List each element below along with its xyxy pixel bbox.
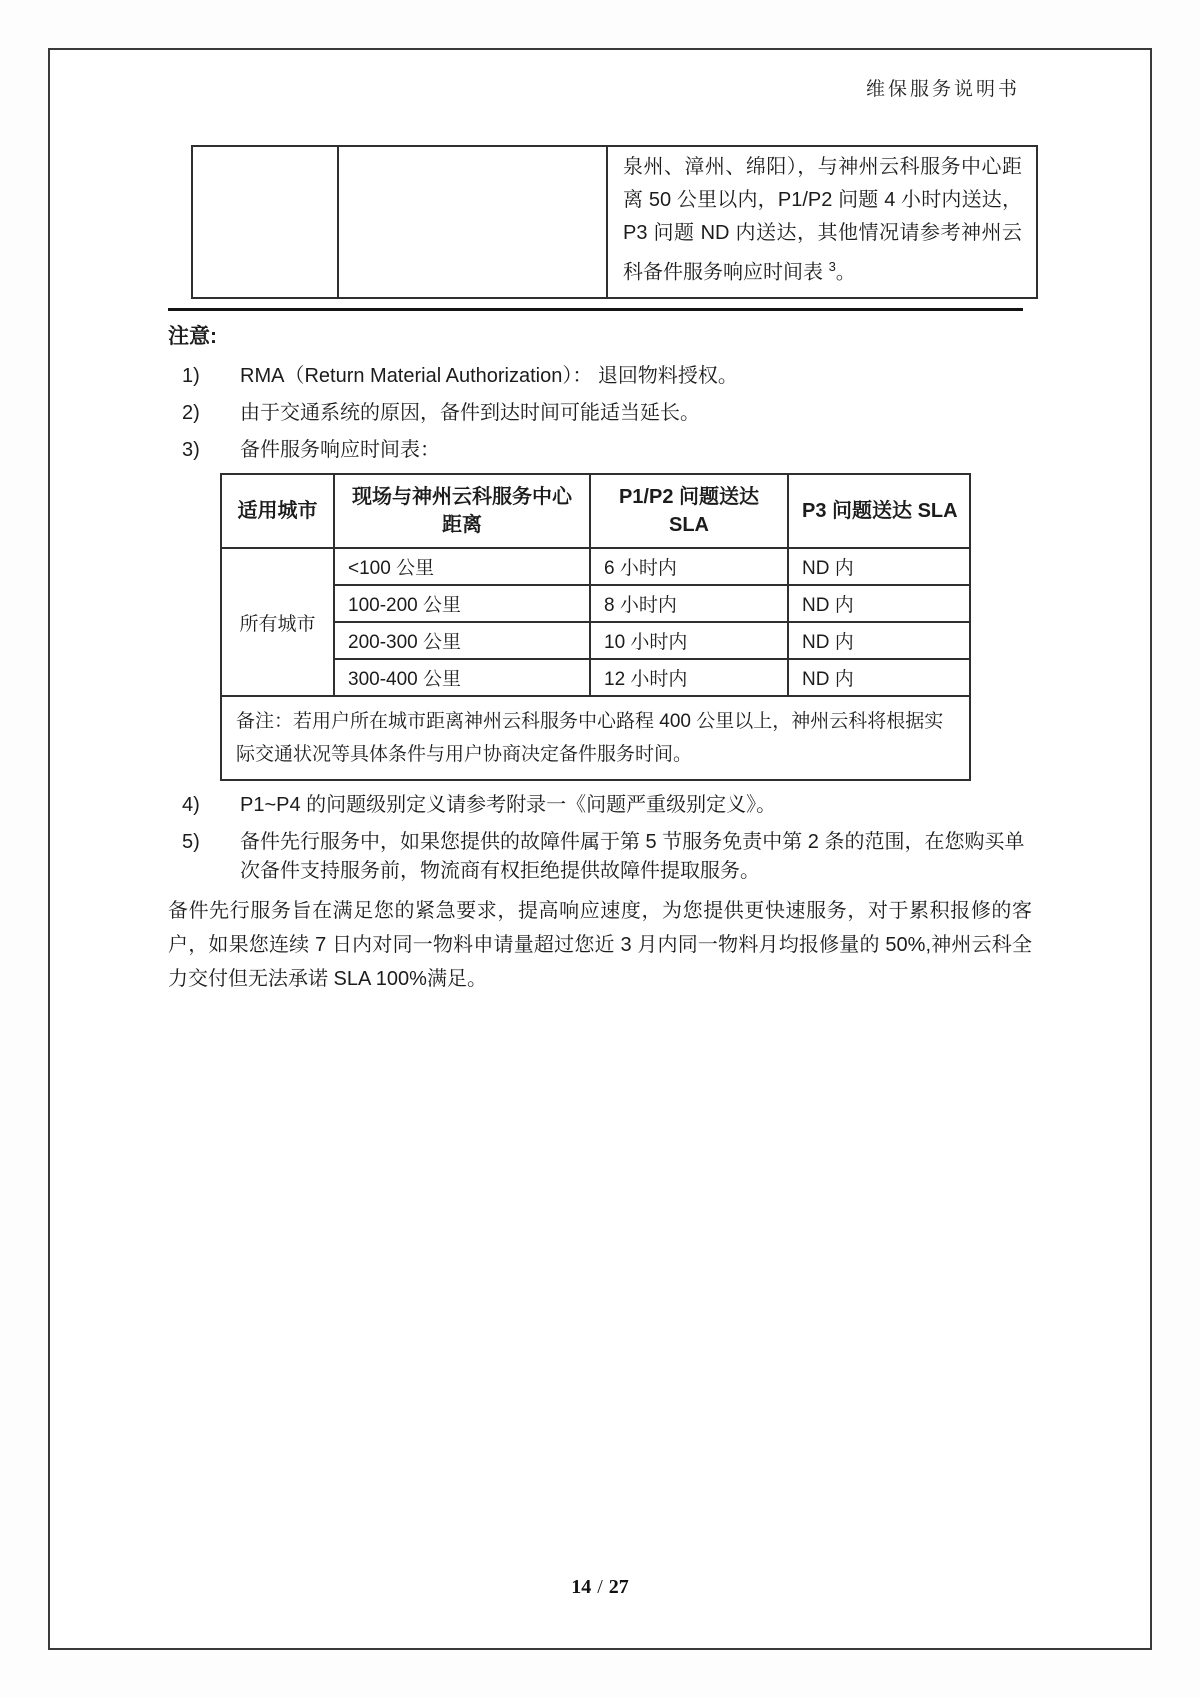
column-header-city: 适用城市 xyxy=(221,474,334,548)
page-number-current: 14 xyxy=(571,1576,592,1598)
footnote-ref: 3 xyxy=(828,259,836,274)
list-item xyxy=(168,399,1032,428)
p1p2-sla-cell: 8 小时内 xyxy=(590,585,788,622)
list-item xyxy=(168,362,1032,391)
distance-cell: 200-300 公里 xyxy=(334,622,590,659)
continuation-text-end: 。 xyxy=(835,261,856,284)
sla-table xyxy=(220,473,971,781)
city-group-cell: 所有城市 xyxy=(221,548,334,696)
list-item-number: 4) xyxy=(182,794,200,816)
page-footer xyxy=(0,1576,1200,1599)
list-item-text: 备件服务响应时间表： xyxy=(240,439,440,461)
continuation-table xyxy=(191,145,1038,299)
list-item xyxy=(168,436,1032,465)
sla-table-wrapper xyxy=(220,473,1032,781)
distance-cell: 100-200 公里 xyxy=(334,585,590,622)
p1p2-sla-cell: 12 小时内 xyxy=(590,659,788,696)
column-header-p1p2: P1/P2 问题送达 SLA xyxy=(590,474,788,548)
p3-sla-cell: ND 内 xyxy=(788,622,970,659)
table-header-row xyxy=(221,474,970,548)
table-bottom-rule xyxy=(168,308,1023,311)
continuation-cell-empty-2 xyxy=(338,146,607,298)
page-number-total: 27 xyxy=(608,1576,629,1598)
p3-sla-cell: ND 内 xyxy=(788,585,970,622)
continuation-cell-empty-1 xyxy=(192,146,338,298)
column-header-p3: P3 问题送达 SLA xyxy=(788,474,970,548)
continuation-text-body: 泉州、漳州、绵阳），与神州云科服务中心距离 50 公里以内，P1/P2 问题 4 小时内送达，P3 问题 ND 内送达，其他情况请参考神州云科备件服务响应时间表 xyxy=(623,156,1022,284)
list-item-text: 备件先行服务中，如果您提供的故障件属于第 5 节服务免责中第 2 条的范围，在您购买单次备件支持服务前，物流商有权拒绝提供故障件提取服务。 xyxy=(240,831,1025,882)
continuation-cell-text xyxy=(607,146,1037,298)
table-note-row xyxy=(221,696,970,780)
table-row xyxy=(192,146,1037,298)
continuation-text xyxy=(609,148,1035,296)
distance-cell: 300-400 公里 xyxy=(334,659,590,696)
distance-cell: <100 公里 xyxy=(334,548,590,585)
p3-sla-cell: ND 内 xyxy=(788,659,970,696)
list-item-text: P1~P4 的问题级别定义请参考附录一《问题严重级别定义》。 xyxy=(240,794,777,816)
table-row xyxy=(221,548,970,585)
list-item-number: 5) xyxy=(182,831,200,853)
table-note: 备注：若用户所在城市距离神州云科服务中心路程 400 公里以上，神州云科将根据实际交通状况等具体条件与用户协商决定备件服务时间。 xyxy=(221,696,970,780)
list-item-number: 2) xyxy=(182,402,200,424)
list-item-text: 由于交通系统的原因，备件到达时间可能适当延长。 xyxy=(240,402,700,424)
p1p2-sla-cell: 6 小时内 xyxy=(590,548,788,585)
column-header-distance: 现场与神州云科服务中心距离 xyxy=(334,474,590,548)
table-row xyxy=(221,585,970,622)
list-item xyxy=(168,828,1032,886)
table-row xyxy=(221,622,970,659)
notice-label: 注意: xyxy=(168,325,217,348)
list-item-number: 1) xyxy=(182,365,200,387)
closing-paragraph: 备件先行服务旨在满足您的紧急要求，提高响应速度，为您提供更快速服务，对于累积报修的客户，如果您连续 7 日内对同一物料申请量超过您近 3 月内同一物料月均报修量的 50%,神州云科全力交付但无法承诺 SLA 100%满足。 xyxy=(168,900,1032,990)
list-item xyxy=(168,791,1032,820)
list-item-number: 3) xyxy=(182,439,200,461)
p1p2-sla-cell: 10 小时内 xyxy=(590,622,788,659)
document-header-title: 维保服务说明书 xyxy=(865,79,1020,100)
list-item-text: RMA（Return Material Authorization）： 退回物料授权。 xyxy=(240,365,738,387)
table-row xyxy=(221,659,970,696)
page-number-separator: / xyxy=(597,1576,603,1598)
main-content xyxy=(168,320,1032,1016)
p3-sla-cell: ND 内 xyxy=(788,548,970,585)
